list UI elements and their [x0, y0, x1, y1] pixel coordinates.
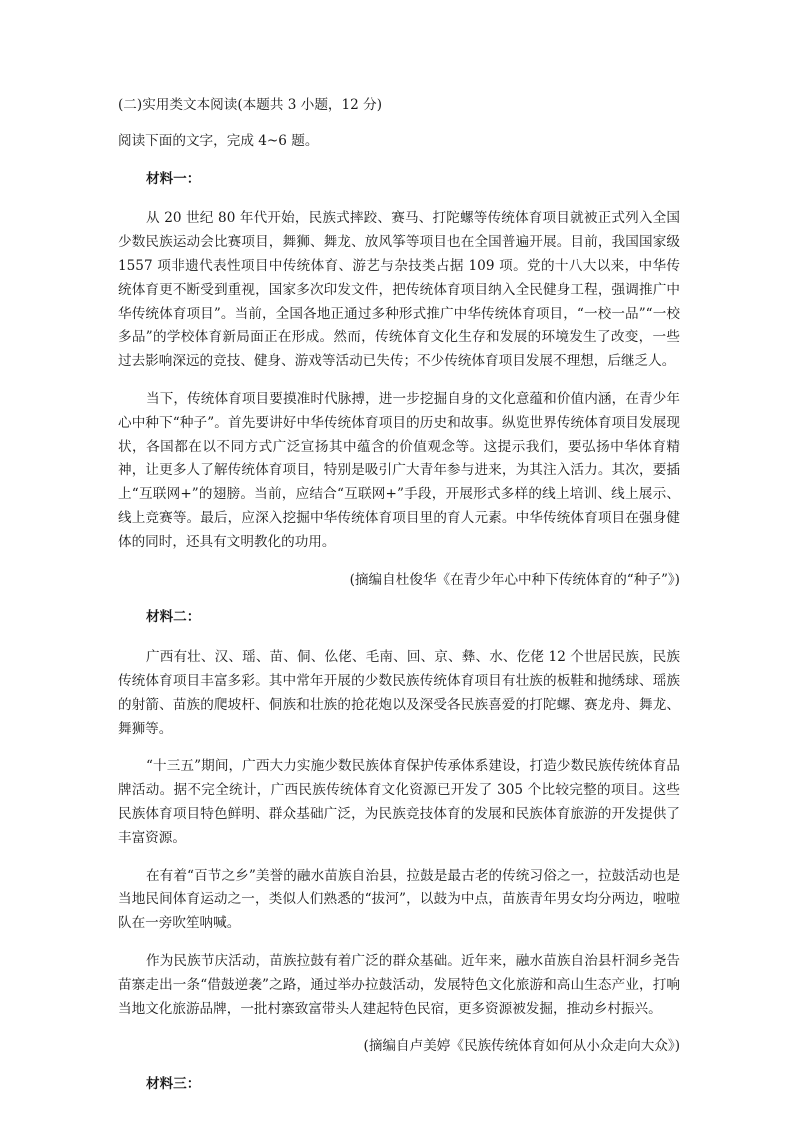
- material-2-paragraph: 广西有壮、汉、瑶、苗、侗、仫佬、毛南、回、京、彝、水、仡佬 12 个世居民族，民族传统体育项目丰富多彩。其中常年开展的少数民族传统体育项目有壮族的板鞋和抛绣球、瑶族的射箭、苗族的爬坡杆、侗族和壮族的抢花炮以及深受各民族喜爱的打陀螺、赛龙舟、舞龙、舞狮等。: [118, 649, 680, 737]
- document-body: [118, 94, 680, 1097]
- material-1-title: 材料一：: [146, 170, 201, 187]
- material-2-paragraph: 作为民族节庆活动，苗族拉鼓有着广泛的群众基础。近年来，融水苗族自治县杆洞乡尧告苗寨走出一条“借鼓逆袭”之路，通过举办拉鼓活动，发展特色文化旅游和高山生态产业，打响当地文化旅游品牌，一批村寨致富带头人建起特色民宿，更多资源被发掘，推动乡村振兴。: [118, 952, 680, 1017]
- material-1-source: (摘编自杜俊华《在青少年心中种下传统体育的“种子”》): [349, 571, 680, 588]
- material-1-paragraph: 从 20 世纪 80 年代开始，民族式摔跤、赛马、打陀螺等传统体育项目就被正式列入全国少数民族运动会比赛项目，舞狮、舞龙、放风筝等项目也在全国普遍开展。目前，我国国家级 1557 项非遗代表性项目中传统体育、游艺与杂技类占据 109 项。党的十八大以来，中华传统体育更不断受到重视，国家多次印发文件，把传统体育项目纳入全民健身工程，强调推广中华传统体育项目”。当前，全国各地正通过多种形式推广中华传统体育项目，“一校一品”“一校多品”的学校体育新局面正在形成。然而，传统体育文化生存和发展的环境发生了改变，一些过去影响深远的竞技、健身、游戏等活动已失传；不少传统体育项目发展不理想，后继乏人。: [118, 210, 680, 370]
- section-header: (二)实用类文本阅读(本题共 3 小题，12 分): [118, 97, 383, 113]
- material-2-paragraph: 在有着“百节之乡”美誉的融水苗族自治县，拉鼓是最古老的传统习俗之一，拉鼓活动也是当地民间体育运动之一，类似人们熟悉的“拔河”，以鼓为中点，苗族青年男女均分两边，啦啦队在一旁吹笙呐喊。: [118, 867, 680, 932]
- instruction-text: 阅读下面的文字，完成 4~6 题。: [118, 132, 319, 149]
- material-2-title: 材料二：: [146, 609, 201, 626]
- material-1-paragraph: 当下，传统体育项目要摸准时代脉搏，进一步挖掘自身的文化意蕴和价值内涵，在青少年心中种下“种子”。首先要讲好中华传统体育项目的历史和故事。纵览世界传统体育项目发展现状，各国都在以不同方式广泛宣扬其中蕴含的价值观念等。这提示我们，要弘扬中华体育精神，让更多人了解传统体育项目，特别是吸引广大青年参与进来，为其注入活力。其次，要插上“互联网+”的翅膀。当前，应结合“互联网+”手段，开展形式多样的线上培训、线上展示、线上竞赛等。最后，应深入挖掘中华传统体育项目里的育人元素。中华传统体育项目在强身健体的同时，还具有文明教化的功用。: [118, 390, 680, 550]
- material-2-paragraph: “十三五”期间，广西大力实施少数民族体育保护传承体系建设，打造少数民族传统体育品牌活动。据不完全统计，广西民族传统体育文化资源已开发了 305 个比较完整的项目。这些民族体育项目特色鲜明、群众基础广泛，为民族竞技体育的发展和民族体育旅游的开发提供了丰富资源。: [118, 758, 680, 846]
- material-3-title: 材料三：: [146, 1076, 201, 1093]
- material-2-source: (摘编自卢美婷《民族传统体育如何从小众走向大众》): [363, 1038, 680, 1055]
